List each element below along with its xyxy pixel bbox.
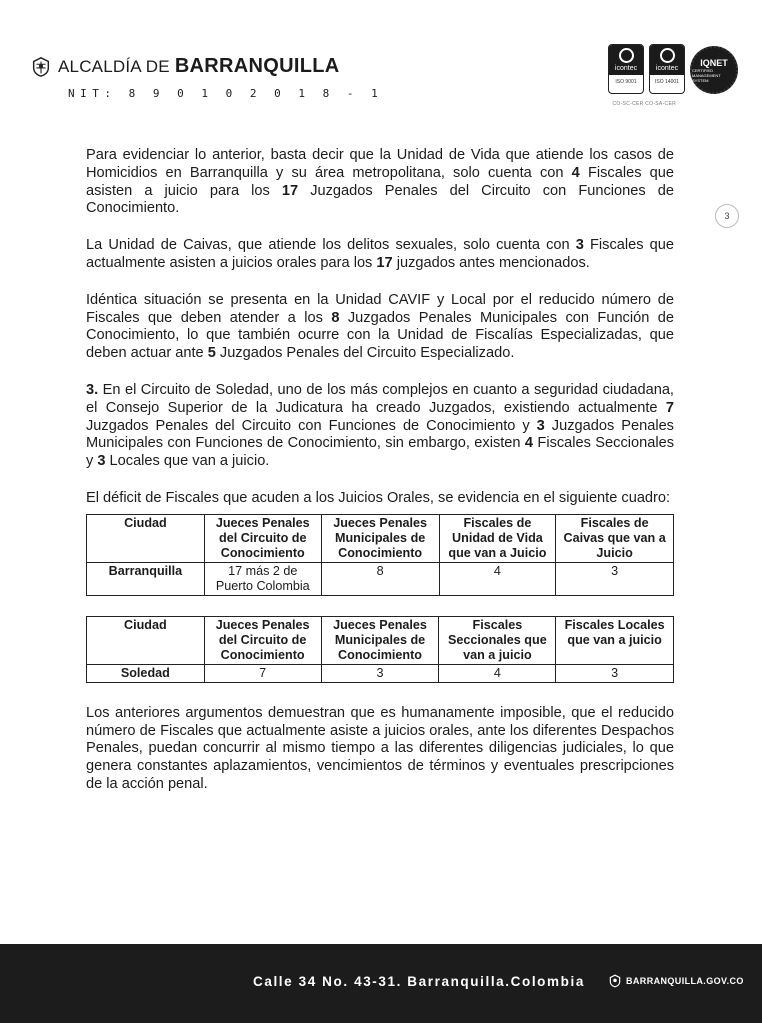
nit-number: NIT: 8 9 0 1 0 2 0 1 8 - 1 [68, 87, 384, 100]
paragraph: Para evidenciar lo anterior, basta decir que la Unidad de Vida que atiende los casos de Homicidios en Barranquilla y su área metropolitana, solo cuenta con 4 Fiscales que asisten a juicio para los 17 Juzgados Penales del Circuito con Funciones de Conocimiento. [86, 147, 675, 217]
table-cell: 17 más 2 de Puerto Colombia [204, 562, 321, 595]
table-header: Fiscales de Unidad de Vida que van a Juicio [439, 514, 556, 562]
cert-captions: CO-SC-CER CO-SA-CER [612, 101, 676, 107]
table-header: Jueces Penales del Circuito de Conocimiento [204, 514, 321, 562]
brand-name: BARRANQUILLA [174, 55, 340, 77]
letterhead [30, 55, 383, 100]
table-header: Fiscales de Caivas que van a Juicio [556, 514, 674, 562]
table-header: Jueces Penales Municipales de Conocimiento [321, 514, 439, 562]
table-cell: 3 [556, 562, 674, 595]
table-header: Fiscales Locales que van a juicio [556, 616, 674, 664]
paragraph: La Unidad de Caivas, que atiende los delitos sexuales, solo cuenta con 3 Fiscales que actualmente asisten a juicios orales para los 17 juzgados antes mencionados. [86, 237, 675, 271]
table-header: Ciudad [87, 616, 205, 664]
table-header-row [87, 514, 674, 562]
page-number: 3 [715, 204, 739, 228]
icontec-seal: icontec ISO 14001 [649, 44, 685, 94]
table-soledad [86, 616, 674, 683]
paragraph: Los anteriores argumentos demuestran que es humanamente imposible, que el reducido número de Fiscales que actualmente asiste a juicios orales, ante los diferentes Despachos Penales, puedan concurrir al mismo tiempo a las diferentes diligencias judiciales, lo que genera constantes aplazamientos, vencimientos de términos y eventuales prescripciones de la acción penal. [86, 704, 674, 792]
table-cell: Soledad [87, 664, 205, 682]
brand-prefix: ALCALDÍA DE [58, 56, 170, 76]
icontec-icon [660, 48, 675, 63]
paragraph: 3. En el Circuito de Soledad, uno de los más complejos en cuanto a seguridad ciudadana, el Consejo Superior de la Judicatura ha creado Juzgados, existiendo actualmente 7 Juzgados Penales del Circuito con Funciones de Conocimiento y 3 Juzgados Penales Municipales con Funciones de Conocimiento, sin embargo, existen 4 Fiscales Seccionales y 3 Locales que van a juicio. [86, 381, 674, 470]
table-cell: 3 [556, 664, 674, 682]
table-cell: 8 [321, 562, 439, 595]
table-row [87, 664, 674, 682]
brand-logo [30, 55, 383, 78]
table-barranquilla [86, 514, 674, 596]
table-header: Fiscales Seccionales que van a juicio [439, 616, 556, 664]
table-cell: 4 [439, 664, 556, 682]
table-cell: 4 [439, 562, 556, 595]
table-header-row [87, 616, 674, 664]
footer-address: Calle 34 No. 43-31. Barranquilla.Colombia [253, 974, 585, 989]
table-cell: 3 [321, 664, 439, 682]
certification-logos [608, 44, 738, 94]
paragraph: El déficit de Fiscales que acuden a los Juicios Orales, se evidencia en el siguiente cuadro: [86, 489, 671, 506]
table-row [87, 562, 674, 595]
table-header: Jueces Penales del Circuito de Conocimiento [204, 616, 321, 664]
city-crest-icon [608, 974, 622, 988]
table-header: Ciudad [87, 514, 205, 562]
paragraph: Idéntica situación se presenta en la Unidad CAVIF y Local por el reducido número de Fiscales que deben atender a los 8 Juzgados Penales Municipales con Función de Conocimiento, lo que también ocurre con la Unidad de Fiscalías Especializadas, que deben actuar ante 5 Juzgados Penales del Circuito Especializado. [86, 291, 674, 362]
document-body [86, 147, 674, 813]
table-cell: Barranquilla [87, 562, 205, 595]
icontec-icon [619, 48, 634, 63]
table-cell: 7 [204, 664, 321, 682]
icontec-seal: icontec ISO 9001 [608, 44, 644, 94]
footer-bar [0, 944, 762, 1023]
website-link[interactable]: BARRANQUILLA.GOV.CO [626, 976, 744, 986]
iqnet-seal: IQNET CERTIFIED MANAGEMENT SYSTEM [690, 46, 738, 94]
footer-website[interactable] [608, 974, 744, 988]
city-crest-icon [30, 56, 52, 78]
table-header: Jueces Penales Municipales de Conocimiento [321, 616, 439, 664]
